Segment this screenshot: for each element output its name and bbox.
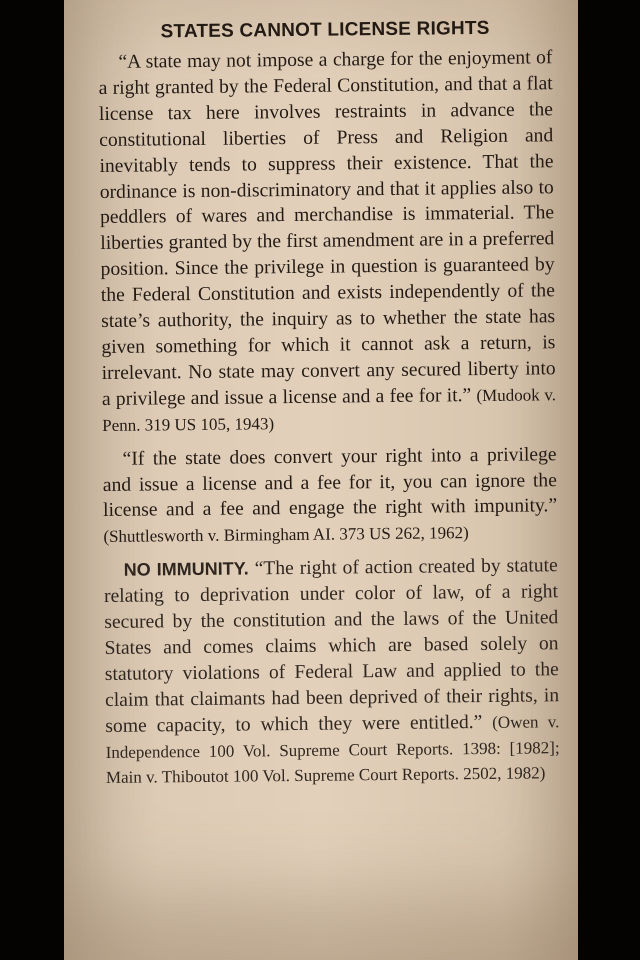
paragraph-text: “If the state does convert your right into a privilege and issue a license and a fee for it, you can ignore the license and a fee and engage the right with impunity.” (102, 443, 558, 522)
case-citation: (Shuttlesworth v. Birmingham AI. 373 US 262, 1962) (103, 523, 469, 547)
paragraph-no-immunity (104, 553, 560, 791)
case-citation: (Owen v. Independence 100 Vol. Supreme Court Reports. 1398: [1982]; Main v. Thiboutot 100 Vol. Supreme Court Reports. 2502, 1982) (105, 711, 560, 788)
book-page (64, 0, 578, 960)
section-heading: STATES CANNOT LICENSE RIGHTS (160, 17, 490, 43)
case-citation: (Mudook v. Penn. 319 US 105, 1943) (102, 385, 557, 435)
paragraph-text: “A state may not impose a charge for the enjoyment of a right granted by the Federal Constitution, and that a flat license tax here involves restraints in advance the constitutional liberties of Press and Religion and inevitably tends to suppress their existence. That the ordinance is non-discriminatory and that it applies also to peddlers of wares and merchandise is immaterial. The liberties granted by the first amendment are in a preferred position. Since the privilege in question is guaranteed by the Federal Constitution and exists independently of the state’s authority, the inquiry as to whether the state has given something for which it cannot ask a return, is irrelevant. No state may convert any secured liberty into a privilege and issue a license and a fee for it.” (98, 47, 556, 410)
run-in-heading: NO IMMUNITY. (123, 558, 249, 580)
paragraph-murdock (98, 45, 556, 438)
paragraph-text: “The right of action created by statute relating to deprivation under color of law, of a right secured by the constitution and the laws of the United States and comes claims which are based solely on statutory violations of Federal Law and applied to the claim that claimants had been deprived of their rights, in some capacity, to which they were entitled.” (103, 555, 560, 737)
paragraph-shuttlesworth (102, 442, 557, 550)
page-content (98, 17, 560, 799)
